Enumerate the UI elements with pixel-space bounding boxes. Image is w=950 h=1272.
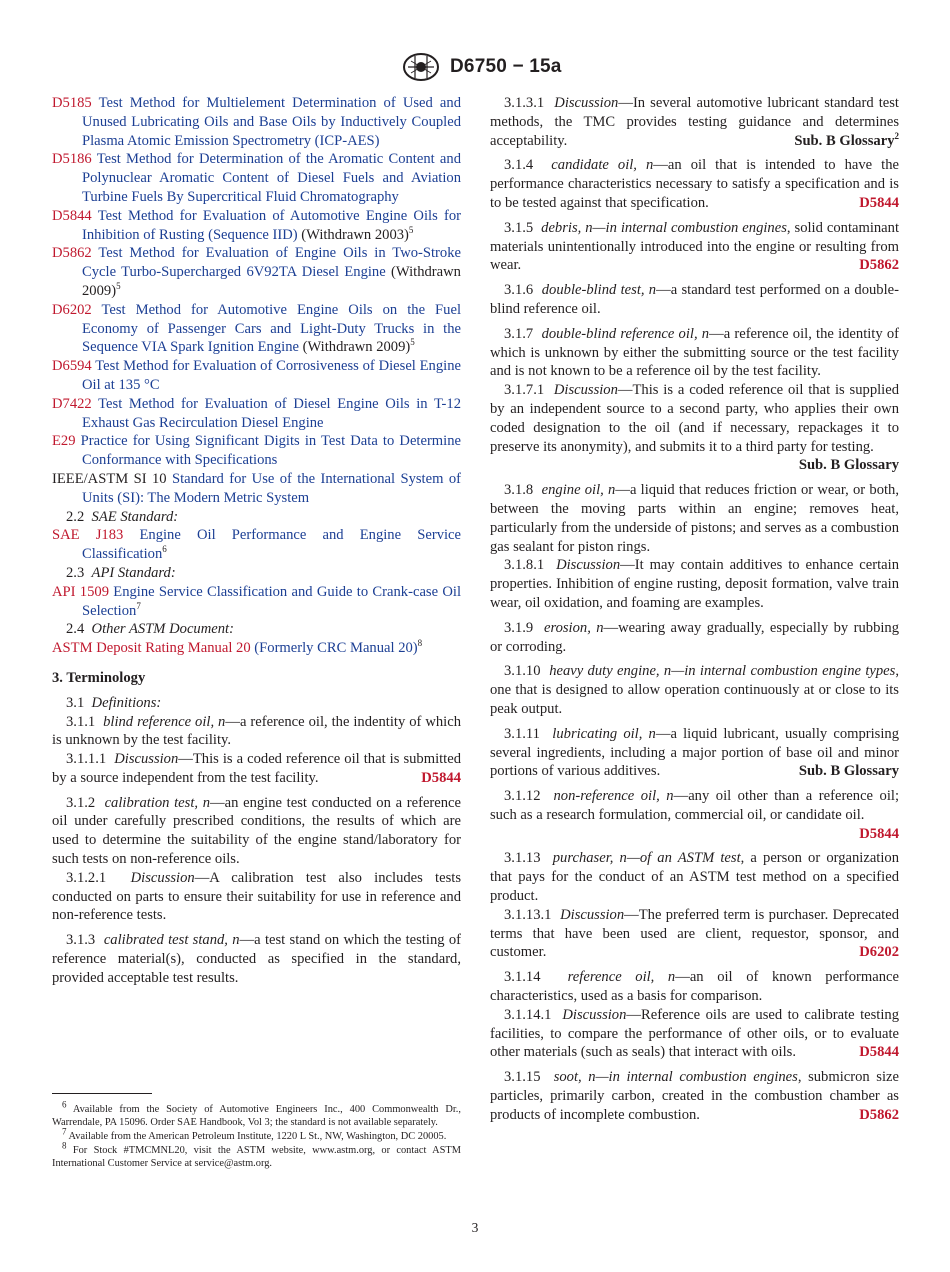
- definitions-heading: 3.1 Definitions:: [66, 694, 162, 711]
- definition-item: 3.1.11 lubricating oil, n—a liquid lubricant, usually comprising several ingredients, including a major portion of base oil and minor portions of various additives. Sub. B Glossary: [490, 725, 900, 780]
- reference-item-sae[interactable]: SAE J183 Engine Oil Performance and Engine Service Classification$^6$: [52, 527, 461, 563]
- standard-designation: D6750 − 15a: [450, 56, 562, 77]
- reference-item[interactable]: D6594 Test Method for Evaluation of Corrosiveness of Diesel Engine Oil at 135 °C: [52, 358, 461, 393]
- definition-item: 3.1.1.1 Discussion—This is a coded reference oil that is submitted by a source independent from the test facility. D5844: [52, 751, 462, 786]
- definition-item: 3.1.7 double-blind reference oil, n—a reference oil, the identity of which is unknown by either the submitting source or the test facility and is not known to be a reference oil by the test facility.: [490, 325, 900, 380]
- reference-item[interactable]: D5185 Test Method for Multielement Determination of Used and Unused Lubricating Oils and Base Oils by Inductively Coupled Plasma Atomic Emission Spectrometry (ICP-AES): [52, 95, 461, 149]
- definition-item: 3.1.1 blind reference oil, n—a reference oil, the indentity of which is unknown by the test facility.: [52, 713, 461, 749]
- definition-item: 3.1.9 erosion, n—wearing away gradually, especially by rubbing or corroding.: [490, 619, 900, 655]
- definition-item: 3.1.6 double-blind test, n—a standard test performed on a double-blind reference oil.: [490, 282, 899, 317]
- right-column: [490, 94, 899, 1125]
- reference-item-api[interactable]: API 1509 Engine Service Classification and Guide to Crank-case Oil Selection$^7$: [52, 583, 462, 619]
- reference-item[interactable]: D5844 Test Method for Evaluation of Automotive Engine Oils for Inhibition of Rusting (Sequence IID) (Withdrawn 2003)$^5$: [52, 207, 461, 243]
- reference-item[interactable]: D5186 Test Method for Determination of the Aromatic Content and Polynuclear Aromatic Content of Diesel Fuels and Aviation Turbine Fuels By Supercritical Fluid Chromatography: [52, 151, 462, 205]
- source-citation[interactable]: D5844: [859, 1044, 899, 1061]
- definition-item: 3.1.14.1 Discussion—Reference oils are used to calibrate testing facilities, to compare the performance of other oils, or to evaluate other materials (such as seals) that interact with oils. D5844: [490, 1006, 899, 1061]
- source-citation[interactable]: D5844: [421, 769, 461, 786]
- sae-standard-heading: 2.2 SAE Standard:: [66, 508, 179, 525]
- astm-logo-icon: [402, 52, 440, 82]
- definition-item: 3.1.13 purchaser, n—of an ASTM test, a person or organization that pays for the conduct of an ASTM test method on a specified product.: [490, 850, 900, 905]
- definition-item: 3.1.2.1 Discussion—A calibration test also includes tests conducted on parts to ensure their suitability for use in reference and non-reference tests.: [52, 869, 462, 924]
- definition-item: 3.1.8 engine oil, n—a liquid that reduces friction or wear, or both, between the moving parts within an engine; removes heat, particularly from the underside of pistons; and serves as a combustion gas sealant for piston rings.: [490, 482, 899, 555]
- source-citation[interactable]: D5862: [859, 257, 899, 274]
- reference-item[interactable]: D6202 Test Method for Automotive Engine Oils on the Fuel Economy of Passenger Cars and Light-Duty Trucks in the Sequence VIA Spark Ignition Engine (Withdrawn 2009)$^5$: [52, 301, 462, 356]
- definition-item: 3.1.4 candidate oil, n—an oil that is intended to have the performance characteristics necessary to satisfy a specification and is to be tested against that specification. D5844: [490, 157, 900, 211]
- reference-item-astm-manual[interactable]: ASTM Deposit Rating Manual 20 (Formerly CRC Manual 20)$^8$: [52, 638, 423, 657]
- source-citation: Sub. B Glossary$^2$: [794, 130, 899, 149]
- source-citation: Sub. B Glossary: [798, 763, 899, 780]
- api-standard-heading: 2.3 API Standard:: [66, 564, 176, 581]
- source-citation: Sub. B Glossary: [798, 457, 899, 474]
- source-citation[interactable]: D6202: [859, 944, 899, 961]
- source-citation[interactable]: D5862: [859, 1106, 899, 1123]
- definition-item: 3.1.12 non-reference oil, n—any oil other than a reference oil; such as a research formulation, commercial oil, or candidate oil. D5844: [490, 788, 899, 842]
- definition-item: 3.1.13.1 Discussion—The preferred term is purchaser. Deprecated terms that have been used are client, requestor, sponsor, and customer. D6202: [490, 906, 900, 961]
- footnote-rule: [52, 1093, 152, 1094]
- page-number: 3: [471, 1220, 479, 1235]
- reference-item[interactable]: D5862 Test Method for Evaluation of Engine Oils in Two-Stroke Cycle Turbo-Supercharged 6V92TA Diesel Engine (Withdrawn 2009)$^5$: [52, 245, 461, 299]
- source-citation[interactable]: D5844: [859, 194, 899, 211]
- definition-item: 3.1.3 calibrated test stand, n—a test stand on which the testing of reference material(s), conducted as specified in the standard, provided acceptable test results.: [52, 932, 462, 986]
- footnote: $^6$ Available from the Society of Automotive Engineers Inc., 400 Commonwealth Dr., Warrendale, PA 15096. Order SAE Handbook, Vol 3; the standard is not available separately.: [52, 1099, 462, 1128]
- definition-item: 3.1.10 heavy duty engine, n—in internal combustion engine types, one that is designed to allow operation continuously at or close to its peak output.: [490, 663, 899, 717]
- definition-item: 3.1.2 calibration test, n—an engine test conducted on a reference oil under carefully prescribed conditions, the results of which are used to determine the suitability of the engine stand/laboratory for such tests on non-reference oils.: [52, 794, 462, 868]
- definition-item: 3.1.8.1 Discussion—It may contain additives to enhance certain properties. Inhibition of engine rusting, deposit formation, valve train wear, oil oxidation, and foaming are examples.: [490, 557, 899, 611]
- section-heading-terminology: 3. Terminology: [52, 669, 146, 686]
- footnote: $^8$ For Stock #TMCMNL20, visit the ASTM website, www.astm.org, or contact ASTM International Customer Service at service@astm.org.: [52, 1140, 461, 1169]
- definition-item: 3.1.14 reference oil, n—an oil of known performance characteristics, used as a basis for comparison.: [490, 969, 899, 1005]
- referenced-documents-list: [52, 94, 461, 508]
- source-citation[interactable]: D5844: [859, 825, 899, 842]
- reference-item-ieee[interactable]: IEEE/ASTM SI 10 Standard for Use of the International System of Units (SI): The Modern Metric System: [52, 470, 461, 506]
- footnotes: [52, 1099, 462, 1171]
- definition-item: 3.1.7.1 Discussion—This is a coded reference oil that is supplied by an independent source to a second party, who applies their own coded designation to the oil (and if necessary, repackages it to preserve its anonymity), and submits it to a third party for testing. Sub. B Glossary: [490, 382, 900, 474]
- definition-item: 3.1.5 debris, n—in internal combustion engines, solid contaminant materials unintentionally introduced into the engine or resulting from wear. D5862: [490, 219, 900, 274]
- definition-item: 3.1.15 soot, n—in internal combustion engines, submicron size particles, primarily carbon, created in the combustion chamber as products of incomplete combustion. D5862: [490, 1069, 899, 1123]
- reference-item[interactable]: D7422 Test Method for Evaluation of Diesel Engine Oils in T-12 Exhaust Gas Recirculation Diesel Engine: [52, 395, 461, 431]
- footnote: $^7$ Available from the American Petroleum Institute, 1220 L St., NW, Washington, DC 20005.: [62, 1126, 447, 1142]
- other-astm-heading: 2.4 Other ASTM Document:: [66, 621, 234, 638]
- left-column: [52, 94, 461, 988]
- definition-item: 3.1.3.1 Discussion—In several automotive lubricant standard test methods, the TMC provides testing guidance and determines acceptability. Sub. B Glossary$^2$: [490, 95, 899, 149]
- reference-item[interactable]: E29 Practice for Using Significant Digits in Test Data to Determine Conformance with Specifications: [52, 433, 461, 469]
